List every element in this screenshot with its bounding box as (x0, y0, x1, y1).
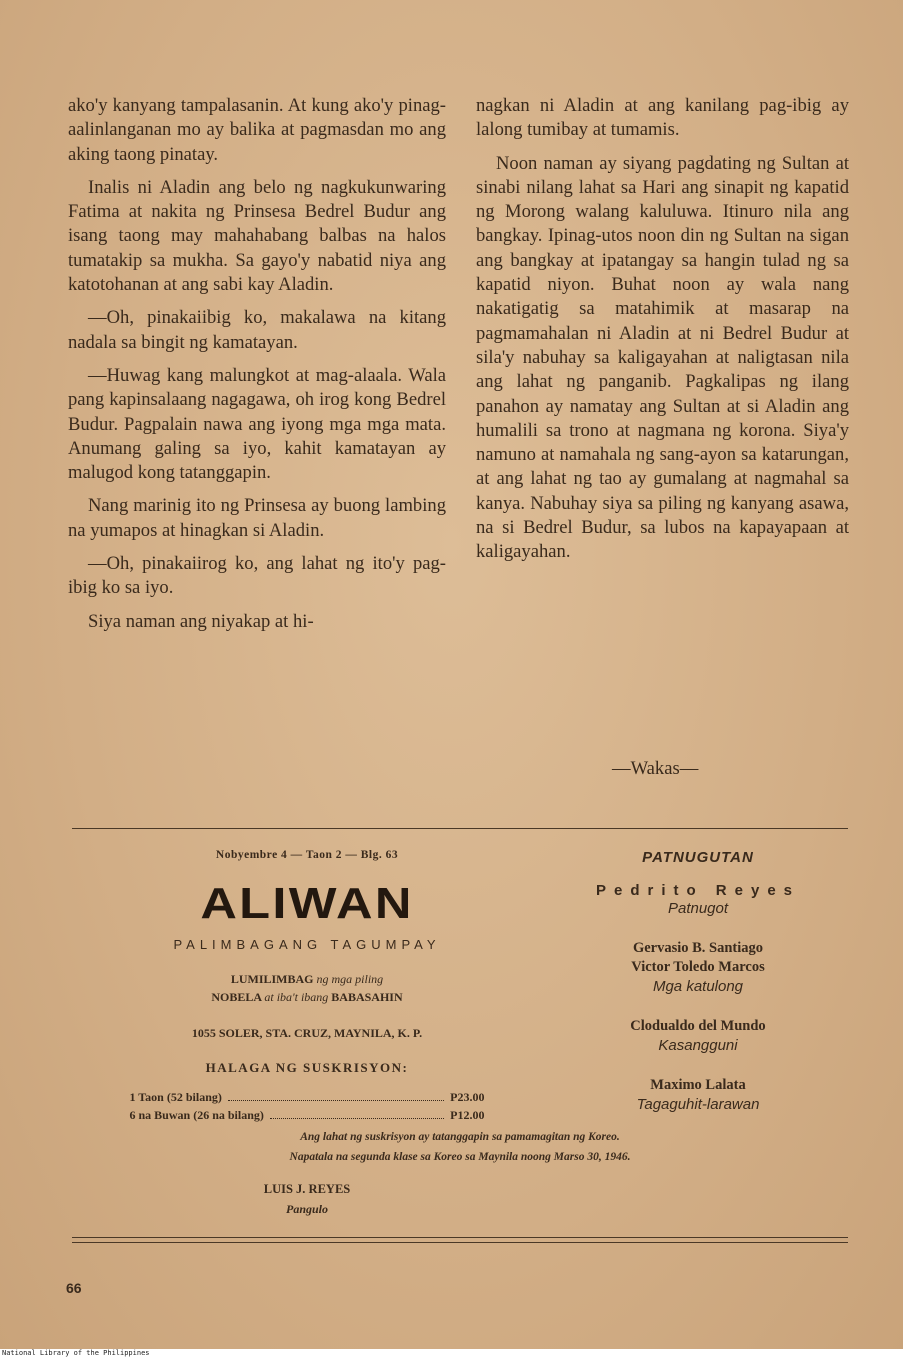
print-line-2-c: BABASAHIN (331, 990, 403, 1004)
president-block (72, 1179, 542, 1219)
story-paragraph: —Oh, pinakaiirog ko, ang lahat ng ito'y pag-ibig ko sa iyo. (68, 553, 446, 599)
story-ending: —Wakas— (612, 758, 699, 779)
publisher-tagline: PALIMBAGANG TAGUMPAY (173, 937, 441, 952)
issue-line: Nobyembre 4 — Taon 2 — Blg. 63 (215, 849, 399, 861)
staff-heading: PATNUGUTAN (642, 849, 754, 866)
consultant-role: Kasangguni (658, 1037, 738, 1054)
print-line-1-b: ng mga piling (316, 972, 384, 986)
story-paragraph: —Huwag kang malungkot at mag-alaala. Wala pang kapinsalaang nagagawa, oh irog kong Bedrel Budur. Pagpalain nawa ang iyong mga mga mata. Anumang galing sa iyo, kahit kamatayan ay malugod kong tatanggapin. (68, 364, 446, 484)
president-name: LUIS J. REYES (263, 1182, 351, 1196)
archive-footer: National Library of the Philippines (0, 1349, 903, 1358)
consultant-group (548, 1017, 848, 1056)
associate-name: Gervasio B. Santiago (632, 940, 764, 956)
story-column-right (476, 94, 849, 574)
masthead-staff (548, 829, 848, 1115)
print-description (72, 970, 542, 1006)
notice-line-2: Napatala na segunda klase sa Koreo sa Maynila noong Marso 30, 1946. (289, 1151, 631, 1163)
editor-name: Pedrito Reyes (595, 882, 801, 899)
story-paragraph: —Oh, pinakaiibig ko, makalawa na kitang nadala sa bingit ng kamatayan. (68, 307, 446, 353)
price-row (130, 1088, 485, 1106)
page-number: 66 (66, 1280, 82, 1296)
print-line-1 (72, 970, 542, 988)
price-row (130, 1106, 485, 1124)
price-label: 6 na Buwan (26 na bilang) (129, 1108, 264, 1122)
story-paragraph: Nang marinig ito ng Prinsesa ay buong lambing na yumapos at hinagkan si Aladin. (68, 495, 446, 541)
print-line-2-a: NOBELA (211, 990, 262, 1004)
print-line-1-a: LUMILIMBAG (230, 972, 314, 986)
illustrator-name: Maximo Lalata (650, 1077, 746, 1093)
associates-role: Mga katulong (652, 978, 744, 995)
print-line-2 (72, 988, 542, 1006)
notice-line-1: Ang lahat ng suskrisyon ay tatanggapin sa pamamagitan ng Koreo. (300, 1131, 620, 1143)
story-paragraph: ako'y kanyang tampalasanin. At kung ako'y pinag-aalinlanganan mo ay balika at pagmasdan mo ang aking taong pinatay. (68, 95, 446, 165)
print-line-2-b: at iba't ibang (264, 990, 329, 1004)
story-paragraph: Inalis ni Aladin ang belo ng nagkukunwaring Fatima at nakita ng Prinsesa Bedrel Budur ang isang taong may mahahabang balbas na halos tumatakip sa mukha. Sa gayo'y nabatid niya ang katotohanan at ang sabi kay Aladin. (68, 176, 446, 296)
consultant-name: Clodualdo del Mundo (630, 1018, 766, 1034)
masthead-box (72, 828, 848, 1238)
associates-group (548, 939, 848, 997)
price-label: 1 Taon (52 bilang) (129, 1090, 222, 1104)
associate-name: Victor Toledo Marcos (631, 959, 765, 975)
magazine-logo: ALIWAN (200, 879, 414, 928)
illustrator-role: Tagaguhit-larawan (636, 1096, 760, 1113)
postal-notice (72, 1127, 848, 1167)
president-role: Pangulo (285, 1202, 328, 1216)
editor-role: Patnugot (667, 900, 729, 917)
subscription-title: HALAGA NG SUSKRISYON: (205, 1060, 409, 1075)
story-paragraph: nagkan ni Aladin at ang kanilang pag-ibig ay lalong tumibay at tumamis. (476, 95, 849, 141)
masthead-publication-info (72, 829, 542, 1124)
story-paragraph: Noon naman ay siyang pagdating ng Sultan at sinabi nilang lahat sa Hari ang sinapit ng kapatid ng Morong walang kaluluwa. Itinuro nila ang bangkay. Ipinag-utos noon din ng Sultan na sigan ang bangkay at ipatangay sa hangin tulad ng sa kapatid niyon. Buhat noon ay wala nang nakatigatig sa matahimik at masarap na pagmamahalan ni Aladin at ni Bedrel Budur at sila'y nabuhay sa kaligayahan at naligtasan nila ang lahat ng panganib. Pagkalipas ng ilang panahon ay namatay ang Sultan at si Aladin ang humalili sa trono at nagmana ng korona. Siya'y namuno at namahala ng sang-ayon sa katarungan, at ang lahat ng tao ay gumalang at nagmahal sa kanya. Nabuhay siya sa piling ng kanyang asawa, na si Bedrel Budur, sa lubos na kapayapaan at kaligayahan. (476, 152, 849, 563)
story-column-left (68, 94, 446, 643)
publisher-address: 1055 SOLER, STA. CRUZ, MAYNILA, K. P. (191, 1026, 423, 1040)
dotted-leader (228, 1088, 444, 1101)
bottom-rule (72, 1242, 848, 1243)
subscription-prices (72, 1088, 542, 1124)
price-amount: P12.00 (450, 1108, 485, 1122)
dotted-leader (270, 1106, 444, 1119)
illustrator-group (548, 1076, 848, 1115)
story-paragraph: Siya naman ang niyakap at hi- (88, 610, 314, 632)
price-amount: P23.00 (450, 1090, 485, 1104)
